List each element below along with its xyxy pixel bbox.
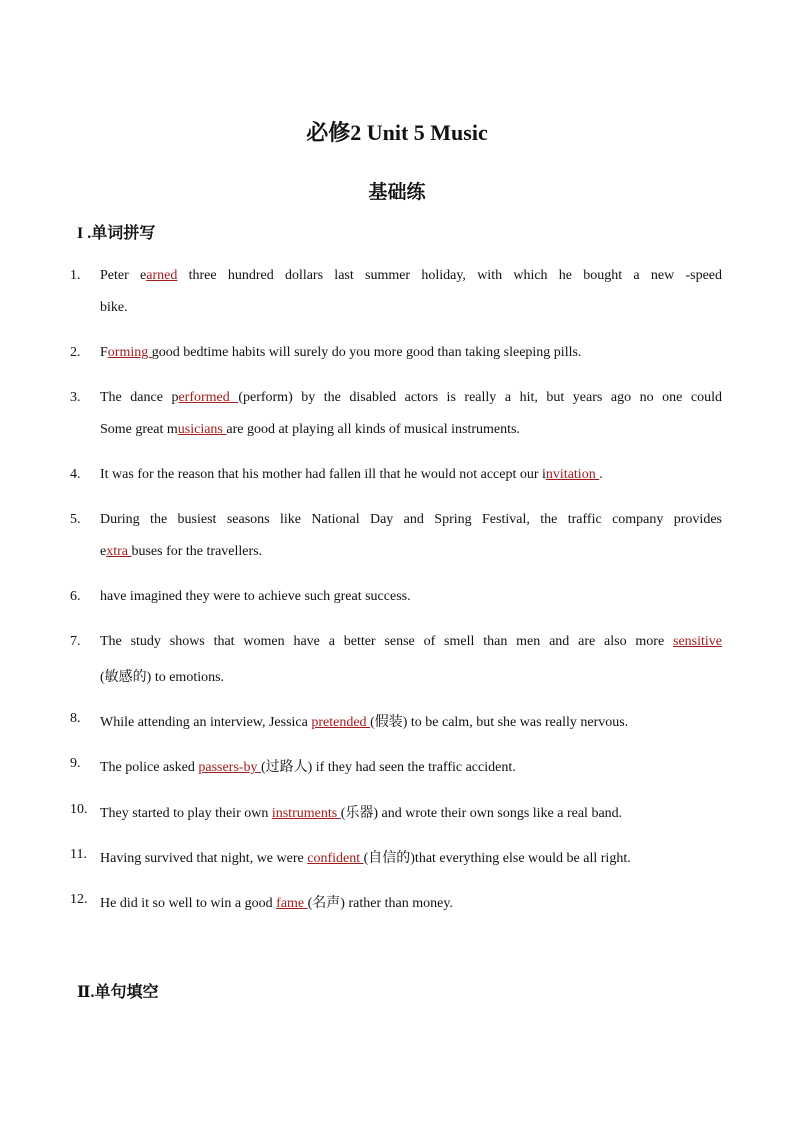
- answer: arned: [146, 268, 178, 283]
- item-number: 7.: [70, 634, 81, 649]
- item-line: extra buses for the travellers.: [100, 544, 263, 559]
- answer: orming: [107, 345, 152, 360]
- item-number: 10.: [70, 802, 88, 817]
- item-number: 4.: [70, 467, 81, 482]
- item-line: It was for the reason that his mother had fallen ill that he would not accept our invitation .: [100, 467, 603, 482]
- answer: fame: [276, 896, 308, 911]
- item-line: have imagined they were to achieve such great success.: [100, 589, 411, 604]
- page-title: 必修2 Unit 5 Music: [306, 120, 488, 145]
- item-line: While attending an interview, Jessica pretended (假装) to be calm, but she was really nervous.: [100, 715, 629, 730]
- item-number: 2.: [70, 345, 81, 360]
- item-line: Having survived that night, we were confident (自信的)that everything else would be all right.: [100, 851, 631, 866]
- item-number: 5.: [70, 512, 81, 527]
- item-line: The police asked passers-by (过路人) if they had seen the traffic accident.: [100, 760, 516, 775]
- answer: nvitation: [545, 467, 600, 482]
- item-number: 8.: [70, 711, 81, 726]
- item-line: bike.: [100, 300, 128, 315]
- item-line: The study shows that women have a better sense of smell than men and are also more sensitive: [100, 634, 722, 649]
- item-line: They started to play their own instruments (乐器) and wrote their own songs like a real band.: [100, 806, 623, 821]
- item-line: (敏感的) to emotions.: [100, 670, 225, 685]
- item-line: Forming good bedtime habits will surely do you more good than taking sleeping pills.: [100, 345, 582, 360]
- item-line: During the busiest seasons like National Day and Spring Festival, the traffic company provides: [100, 512, 722, 527]
- answer: pretended: [311, 715, 371, 730]
- item-number: 3.: [70, 390, 81, 405]
- item-number: 6.: [70, 589, 81, 604]
- answer: confident: [307, 851, 364, 866]
- answer: usicians: [177, 422, 227, 437]
- item-number: 11.: [70, 847, 87, 862]
- answer: erformed: [178, 390, 239, 405]
- answer: xtra: [106, 544, 132, 559]
- item-line: He did it so well to win a good fame (名声) rather than money.: [100, 896, 453, 911]
- answer: instruments: [271, 806, 341, 821]
- item-number: 9.: [70, 756, 81, 771]
- answer: sensitive: [673, 634, 722, 649]
- item-line: Some great musicians are good at playing all kinds of musical instruments.: [100, 422, 520, 437]
- item-line: The dance performed (perform) by the disabled actors is really a hit, but years ago no one could: [100, 390, 722, 405]
- item-line: Peter earned three hundred dollars last summer holiday, with which he bought a new -speed: [100, 268, 722, 283]
- answer: passers-by: [198, 760, 261, 775]
- item-number: 12.: [70, 892, 88, 907]
- subtitle: 基础练: [368, 182, 426, 203]
- section-heading-1: I .单词拼写: [77, 225, 156, 242]
- item-number: 1.: [70, 268, 81, 283]
- section-heading-2: Ⅱ.单句填空: [77, 984, 159, 1001]
